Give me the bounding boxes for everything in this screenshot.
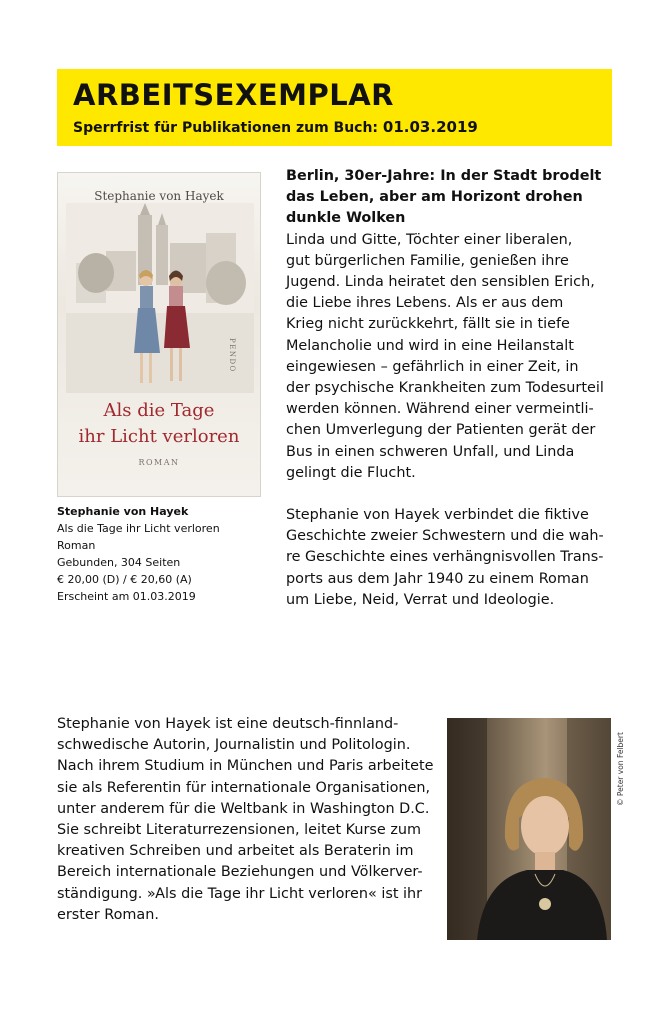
cover-title [58,398,260,450]
embargo-date: 01.03.2019 [382,118,478,136]
text-line: ports aus dem Jahr 1940 zu einem Roman [286,570,589,587]
text-line: Berlin, 30er-Jahre: In der Stadt brodelt [286,168,602,184]
text-line: unter anderem für die Weltbank in Washington D.C. [57,800,430,817]
text-line: chen Umverlegung der Patienten gerät der [286,422,596,439]
text-line: Sie schreibt Literaturrezensionen, leitet Kurse zum [57,822,422,839]
text-line: Krieg nicht zurückkehrt, fällt sie in tiefe [286,316,570,333]
book-cover [57,172,261,497]
text-line: die Liebe ihres Lebens. Als er aus dem [286,295,564,312]
blurb-paragraph [286,230,618,484]
cover-illustration [66,203,254,393]
cover-publisher: PENDO [228,338,236,373]
blurb-paragraph [286,505,618,611]
text-line: kreativen Schreiben und arbeitet als Beraterin im [57,843,414,860]
info-format: Gebunden, 304 Seiten [57,556,181,569]
text-line: dunkle Wolken [286,210,406,227]
text-line: Jugend. Linda heiratet den sensiblen Erich, [286,274,595,291]
cover-title-line: ihr Licht verloren [78,426,240,447]
cover-author: Stephanie von Hayek [94,189,224,203]
text-line: das Leben, aber am Horizont drohen [286,189,583,206]
text-line: erster Roman. [57,906,159,923]
cover-title-line: Als die Tage [103,400,215,421]
text-line: sie als Referentin für internationale Organisationen, [57,779,431,796]
blurb-headline [286,166,618,230]
text-line: ständigung. »Als die Tage ihr Licht verloren« ist ihr [57,885,423,902]
info-genre: Roman [57,539,96,552]
text-line: Melancholie und wird in eine Heilanstalt [286,337,574,354]
text-line: re Geschichte eines verhängnisvollen Trans- [286,549,604,566]
text-line: Nach ihrem Studium in München und Paris arbeitete [57,758,434,775]
text-line: schwedische Autorin, Journalistin und Politologin. [57,737,411,754]
book-info [57,503,267,605]
text-line: Bus in einen schweren Unfall, und Linda [286,443,575,460]
info-title: Als die Tage ihr Licht verloren [57,522,220,535]
text-line: gut bürgerlichen Familie, genießen ihre [286,252,569,269]
info-price: € 20,00 (D) / € 20,60 (A) [57,573,192,586]
text-line: der psychische Krankheiten zum Todesurteil [286,380,604,397]
paragraph-gap [286,484,618,505]
banner-title: ARBEITSEXEMPLAR [73,78,394,112]
embargo-label: Sperrfrist für Publikationen zum Buch: [73,120,383,136]
author-bio [57,714,437,926]
text-line: Bereich internationale Beziehungen und Völkerver- [57,864,423,881]
text-line: Geschichte zweier Schwestern und die wah- [286,528,604,545]
text-line: Stephanie von Hayek ist eine deutsch-finnland- [57,716,399,732]
photo-credit: © Peter von Felbert [616,732,625,806]
text-line: Stephanie von Hayek verbindet die fiktive [286,507,589,524]
author-portrait [447,718,611,940]
cover-genre: ROMAN [138,458,180,467]
embargo-banner [57,69,612,146]
banner-subtitle [73,118,596,136]
text-line: gelingt die Flucht. [286,464,416,481]
author-photo [447,718,611,940]
text-line: eingewiesen – gefährlich in einer Zeit, in [286,358,579,375]
info-author: Stephanie von Hayek [57,505,189,518]
book-blurb [286,166,618,611]
text-line: werden können. Während einer vermeintli- [286,401,594,418]
text-line: Linda und Gitte, Töchter einer liberalen, [286,231,573,248]
info-release: Erscheint am 01.03.2019 [57,590,196,603]
text-line: um Liebe, Neid, Verrat und Ideologie. [286,591,555,608]
